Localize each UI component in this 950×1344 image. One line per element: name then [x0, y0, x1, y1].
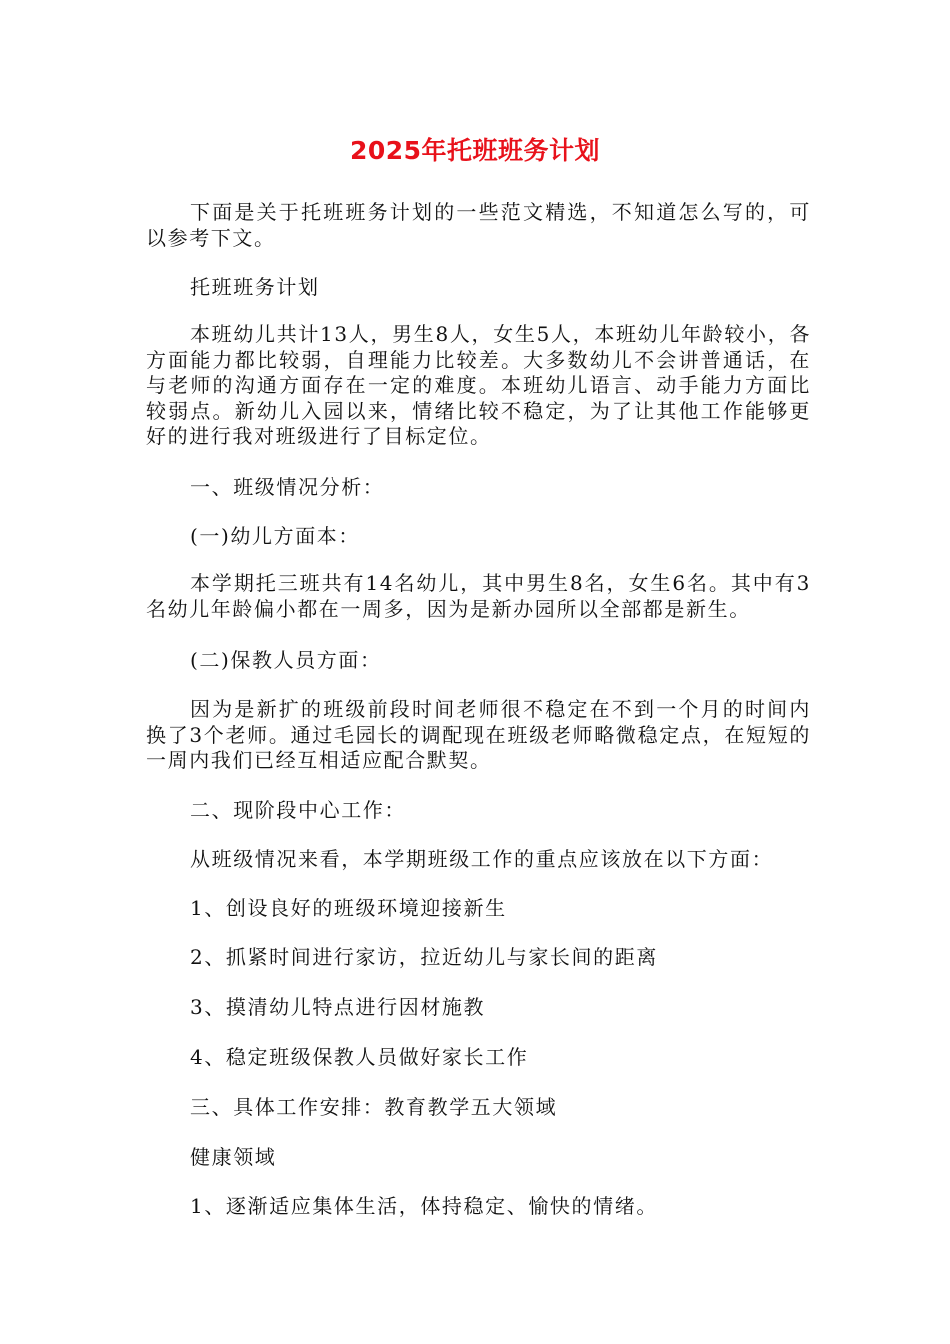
- list-item: 4、稳定班级保教人员做好家长工作: [190, 1045, 529, 1069]
- list-item: 1、创设良好的班级环境迎接新生: [190, 896, 507, 920]
- overview-paragraph: 本班幼儿共计13人，男生8人，女生5人，本班幼儿年龄较小，各方面能力都比较弱，自理能力比较差。大多数幼儿不会讲普通话，在与老师的沟通方面存在一定的难度。本班幼儿语言、动手能力方面比较弱点。新幼儿入园以来，情绪比较不稳定，为了让其他工作能够更好的进行我对班级进行了目标定位。: [146, 322, 811, 448]
- intro-paragraph: 下面是关于托班班务计划的一些范文精选，不知道怎么写的，可以参考下文。: [146, 200, 811, 250]
- section1-heading: 一、班级情况分析：: [190, 475, 385, 499]
- subtitle: 托班班务计划: [190, 275, 320, 299]
- document-title: 2025年托班班务计划: [349, 136, 601, 165]
- section2-heading: 二、现阶段中心工作：: [190, 798, 406, 822]
- sub1-paragraph: 本学期托三班共有14名幼儿，其中男生8名，女生6名。其中有3名幼儿年龄偏小都在一周多，因为是新办园所以全部都是新生。: [146, 571, 811, 621]
- section2-lead: 从班级情况来看，本学期班级工作的重点应该放在以下方面：: [190, 847, 774, 871]
- sub2-heading: (二)保教人员方面：: [190, 648, 382, 672]
- list-item: 3、摸清幼儿特点进行因材施教: [190, 995, 486, 1019]
- sub2-paragraph: 因为是新扩的班级前段时间老师很不稳定在不到一个月的时间内换了3个老师。通过毛园长的调配现在班级老师略微稳定点，在短短的一周内我们已经互相适应配合默契。: [146, 697, 811, 772]
- health-heading: 健康领域: [190, 1145, 277, 1169]
- sub1-heading: (一)幼儿方面本：: [190, 524, 361, 548]
- section3-heading: 三、具体工作安排：教育教学五大领域: [190, 1095, 558, 1119]
- list-item: 2、抓紧时间进行家访，拉近幼儿与家长间的距离: [190, 945, 658, 969]
- health-item: 1、逐渐适应集体生活，体持稳定、愉快的情绪。: [190, 1194, 658, 1218]
